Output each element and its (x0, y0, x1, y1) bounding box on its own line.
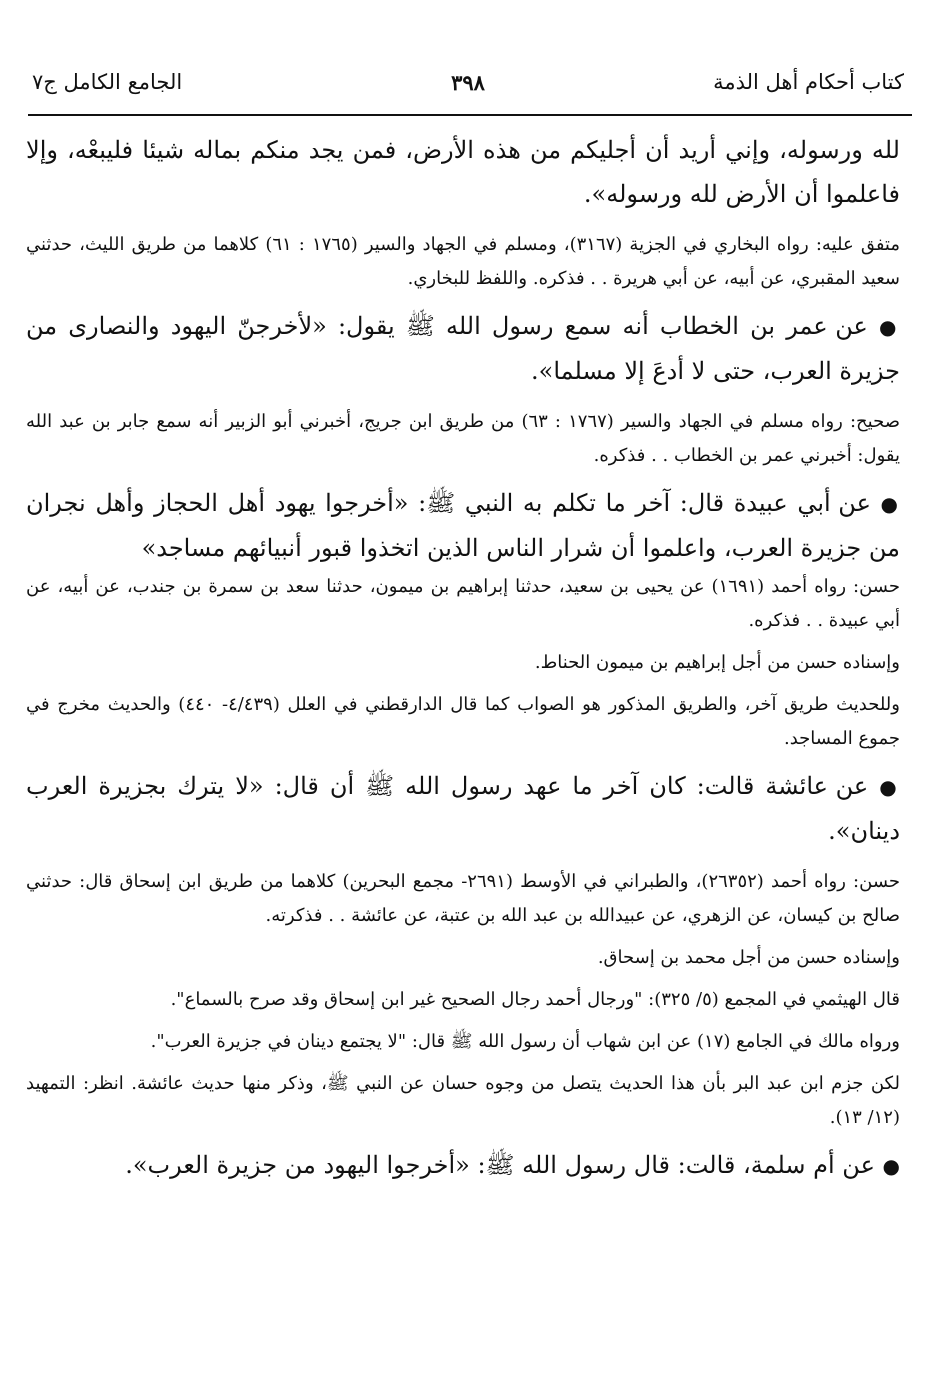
takhrij-note: حسن: رواه أحمد (٢٦٣٥٢)، والطبراني في الأوسط (٢٦٩١- مجمع البحرين) كلاهما من طريق ابن إسحاق قال: حدثني صالح بن كيسان، عن الزهري، عن عبيدالله بن عبد الله بن عتبة، عن عائشة . . فذكرته. (26, 871, 901, 926)
bullet-icon: ● (882, 1154, 900, 1178)
quote-note: قال الهيثمي في المجمع (٥/ ٣٢٥): "ورجال أحمد رجال الصحيح غير ابن إسحاق وقد صرح بالسماع". (170, 989, 900, 1010)
takhrij-note: متفق عليه: رواه البخاري في الجزية (٣١٦٧)، ومسلم في الجهاد والسير (١٧٦٥ : ٦١) كلاهما من طريق الليث، حدثني سعيد المقبري، عن أبيه، عن أبي هريرة . . فذكره. واللفظ للبخاري. (26, 234, 901, 289)
additional-note: وللحديث طريق آخر، والطريق المذكور هو الصواب كما قال الدارقطني في العلل (٤/٤٣٩- ٤٤٠) والحديث مخرج في جموع المساجد. (26, 694, 900, 749)
isnad-note: وإسناده حسن من أجل إبراهيم بن ميمون الحناط. (534, 652, 900, 673)
hadith-body: عن أبي عبيدة قال: آخر ما تكلم به النبي ﷺ: «أخرجوا يهود أهل الحجاز وأهل نجران من جزيرة العرب، واعلموا أن شرار الناس الذين اتخذوا قبور أنبيائهم مساجد» (26, 489, 900, 562)
hadith-body: عن عمر بن الخطاب أنه سمع رسول الله ﷺ يقول: «لأخرجنّ اليهود والنصارى من جزيرة العرب، حتى لا أدعَ إلا مسلما». (26, 312, 900, 385)
page-body (26, 128, 900, 1188)
bullet-icon: ● (879, 315, 900, 339)
bullet-icon: ● (880, 492, 901, 516)
header-rule (28, 114, 912, 116)
hadith-body: عن عائشة قالت: كان آخر ما عهد رسول الله ﷺ أن قال: «لا يترك بجزيرة العرب دينان». (26, 772, 900, 845)
running-header (32, 70, 904, 106)
hadith-text (26, 304, 900, 393)
hadith-text (26, 764, 900, 853)
hadith-text (26, 1143, 900, 1188)
isnad-note: وإسناده حسن من أجل محمد بن إسحاق. (597, 947, 900, 968)
additional-note: لكن جزم ابن عبد البر بأن هذا الحديث يتصل من وجوه حسان عن النبي ﷺ، وذكر منها حديث عائشة. انظر: التمهيد (١٢/ ١٣). (26, 1073, 900, 1128)
takhrij-note: حسن: رواه أحمد (١٦٩١) عن يحيى بن سعيد، حدثنا إبراهيم بن ميمون، حدثنا سعد بن سمرة بن جندب، عن أبيه، عن أبي عبيدة . . فذكره. (26, 576, 900, 631)
collection-title: الجامع الكامل ج٧ (32, 70, 183, 94)
page-number: ٣٩٨ (451, 70, 485, 95)
hadith-text-continued: لله ورسوله، وإني أريد أن أجليكم من هذه الأرض، فمن يجد منكم بماله شيئا فليبعْه، وإلا فاعلموا أن الأرض لله ورسوله». (26, 136, 900, 208)
hadith-body: عن أم سلمة، قالت: قال رسول الله ﷺ: «أخرجوا اليهود من جزيرة العرب». (125, 1151, 875, 1179)
hadith-text (26, 481, 900, 570)
book-title: كتاب أحكام أهل الذمة (713, 70, 904, 94)
bullet-icon: ● (879, 775, 900, 799)
takhrij-note: صحيح: رواه مسلم في الجهاد والسير (١٧٦٧ : ٦٣) من طريق ابن جريج، أخبرني أبو الزبير أنه سمع جابر بن عبد الله يقول: أخبرني عمر بن الخطاب . . فذكره. (26, 411, 900, 466)
additional-note: ورواه مالك في الجامع (١٧) عن ابن شهاب أن رسول الله ﷺ قال: "لا يجتمع دينان في جزيرة العرب". (150, 1031, 900, 1052)
